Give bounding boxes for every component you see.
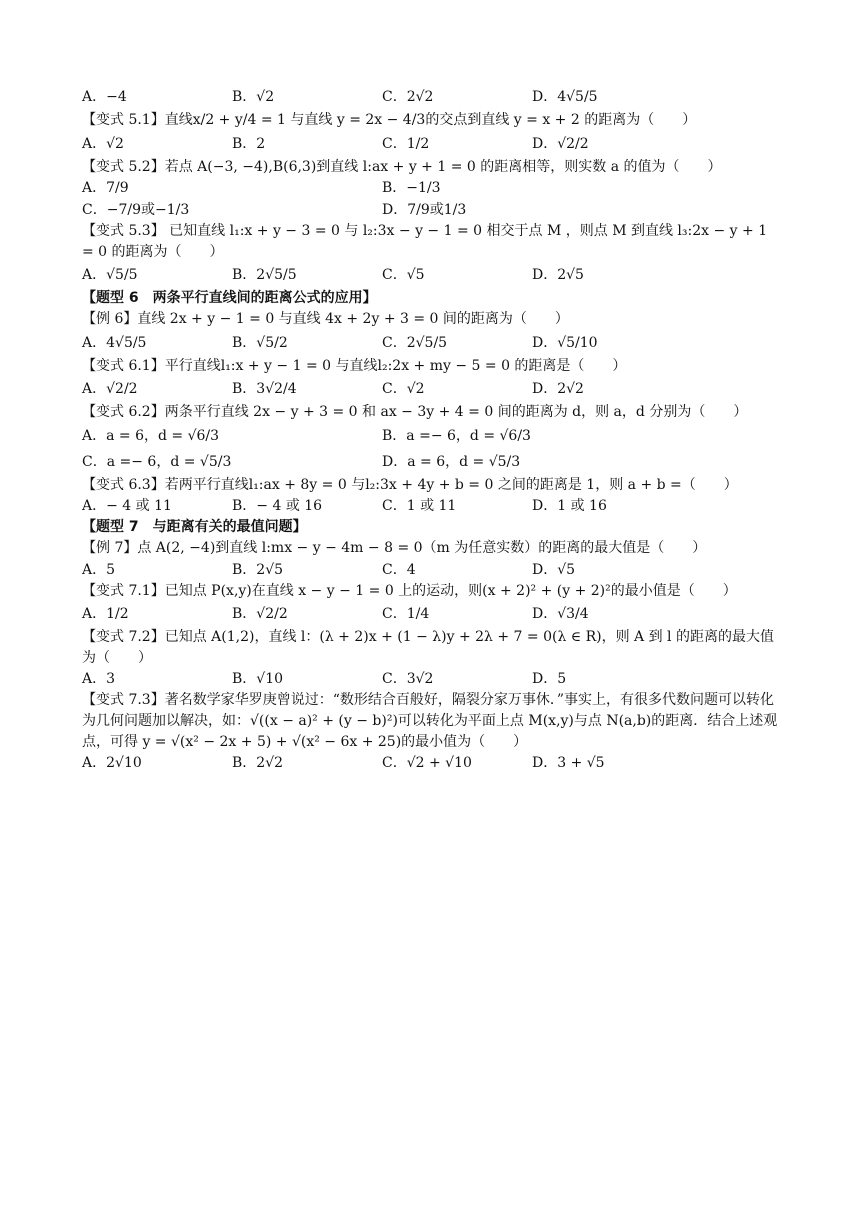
- option-b: B．2√2: [232, 755, 284, 772]
- answer-options: [82, 131, 782, 157]
- option-d: D．√2/2: [532, 135, 589, 152]
- option-c: C．√2: [382, 381, 425, 398]
- option-b: B．3√2/4: [232, 381, 297, 398]
- option-c: C．2√2: [382, 89, 434, 105]
- question-5-1: 【变式 5.1】直线x/2 + y/4 = 1 与直线 y = 2x − 4/3的交点到直线 y = x + 2 的距离为（ ）: [82, 112, 697, 128]
- option-a: A．−4: [82, 89, 127, 105]
- option-c: C．2√5/5: [382, 334, 448, 351]
- option-b: B．a =− 6，d = √6/3: [382, 427, 531, 444]
- option-c: C．3√2: [382, 671, 434, 688]
- answer-options: [82, 84, 782, 110]
- question-5-2: 【变式 5.2】若点 A(−3, −4),B(6,3)到直线 l:ax + y + 1 = 0 的距离相等，则实数 a 的值为（ ）: [82, 158, 722, 175]
- answer-options: [82, 376, 782, 402]
- option-d: D．√5/10: [532, 334, 598, 351]
- option-c: C．4: [382, 561, 416, 578]
- option-a: A．3: [82, 671, 116, 688]
- question-7-2: 【变式 7.2】已知点 A(1,2)，直线 l：(λ + 2)x + (1 − λ)y + 2λ + 7 = 0(λ ∈ R)，则 A 到 l 的距离的最大值为（ ）: [82, 629, 774, 666]
- option-a: A．7/9: [82, 180, 129, 197]
- option-a: A．√2/2: [82, 381, 138, 398]
- option-c: C．a =− 6，d = √5/3: [82, 453, 232, 470]
- question-5-3: 【变式 5.3】 已知直线 l₁:x + y − 3 = 0 与 l₂:3x − y − 1 = 0 相交于点 M ，则点 M 到直线 l₃:2x − y + 1 = 0 的距离为（ ）: [82, 223, 768, 260]
- option-a: A．4√5/5: [82, 334, 147, 351]
- answer-options: [82, 177, 782, 199]
- option-c: C．1/2: [382, 135, 430, 152]
- option-b: B．2√5/5: [232, 267, 297, 284]
- option-d: D．4√5/5: [532, 89, 598, 105]
- option-a: A．a = 6，d = √6/3: [82, 427, 220, 444]
- document-page: [82, 84, 782, 774]
- answer-options: [82, 262, 782, 288]
- option-b: B．− 4 或 16: [232, 498, 323, 515]
- answer-options: [82, 601, 782, 627]
- question-7-3: 【变式 7.3】著名数学家华罗庚曾说过：“数形结合百般好，隔裂分家万事休．”事实上，有很多代数问题可以转化为几何问题加以解决，如：√((x − a)² + (y − b)²)可以转化为平面上点 M(x,y)与点 N(a,b)的距离．结合上述观点，可得 y = √(x² − 2x + 5) + √(x² − 6x + 25)的最小值为（ ）: [82, 692, 778, 750]
- option-c: C．−7/9或−1/3: [82, 202, 190, 219]
- option-d: D．1 或 16: [532, 498, 607, 515]
- option-c: C．√5: [382, 267, 425, 284]
- answer-options: [82, 495, 782, 517]
- option-d: D．5: [532, 671, 567, 688]
- question-6-2: 【变式 6.2】两条平行直线 2x − y + 3 = 0 和 ax − 3y + 4 = 0 间的距离为 d，则 a，d 分别为（ ）: [82, 404, 748, 421]
- example-7: 【例 7】点 A(2, −4)到直线 l:mx − y − 4m − 8 = 0（m 为任意实数）的距离的最大值是（ ）: [82, 539, 707, 556]
- example-6: 【例 6】直线 2x + y − 1 = 0 与直线 4x + 2y + 3 = 0 间的距离为（ ）: [82, 310, 569, 327]
- option-a: A．√5/5: [82, 267, 138, 284]
- option-c: C．√2 + √10: [382, 755, 472, 772]
- option-b: B．√2/2: [232, 606, 288, 623]
- question-6-1: 【变式 6.1】平行直线l₁:x + y − 1 = 0 与直线l₂:2x + my − 5 = 0 的距离是（ ）: [82, 357, 627, 374]
- option-a: A．5: [82, 561, 116, 578]
- answer-options: [82, 752, 782, 774]
- option-d: D．√5: [532, 561, 576, 578]
- option-b: B．2: [232, 135, 266, 152]
- answer-options: [82, 449, 782, 475]
- option-d: D．7/9或1/3: [382, 202, 467, 219]
- option-b: B．2√5: [232, 561, 284, 578]
- answer-options: [82, 330, 782, 356]
- answer-options: [82, 423, 782, 449]
- option-d: D．2√2: [532, 381, 584, 398]
- option-d: D．√3/4: [532, 606, 589, 623]
- section-heading-6: 【题型 6 两条平行直线间的距离公式的应用】: [82, 290, 377, 307]
- option-a: A．2√10: [82, 755, 142, 772]
- answer-options: [82, 199, 782, 221]
- option-b: B．√10: [232, 671, 284, 688]
- option-b: B．−1/3: [382, 180, 441, 197]
- option-a: A．√2: [82, 135, 124, 152]
- option-b: B．√2: [232, 89, 275, 105]
- option-d: D．a = 6，d = √5/3: [382, 453, 521, 470]
- option-d: D．3 + √5: [532, 755, 605, 772]
- question-6-3: 【变式 6.3】若两平行直线l₁:ax + 8y = 0 与l₂:3x + 4y + b = 0 之间的距离是 1，则 a + b =（ ）: [82, 476, 738, 493]
- option-a: A．− 4 或 11: [82, 498, 172, 515]
- option-d: D．2√5: [532, 267, 584, 284]
- option-b: B．√5/2: [232, 334, 288, 351]
- option-c: C．1 或 11: [382, 498, 457, 515]
- answer-options: [82, 668, 782, 690]
- answer-options: [82, 559, 782, 581]
- option-a: A．1/2: [82, 606, 129, 623]
- option-c: C．1/4: [382, 606, 430, 623]
- question-7-1: 【变式 7.1】已知点 P(x,y)在直线 x − y − 1 = 0 上的运动，则(x + 2)² + (y + 2)²的最小值是（ ）: [82, 582, 737, 599]
- section-heading-7: 【题型 7 与距离有关的最值问题】: [82, 519, 307, 536]
